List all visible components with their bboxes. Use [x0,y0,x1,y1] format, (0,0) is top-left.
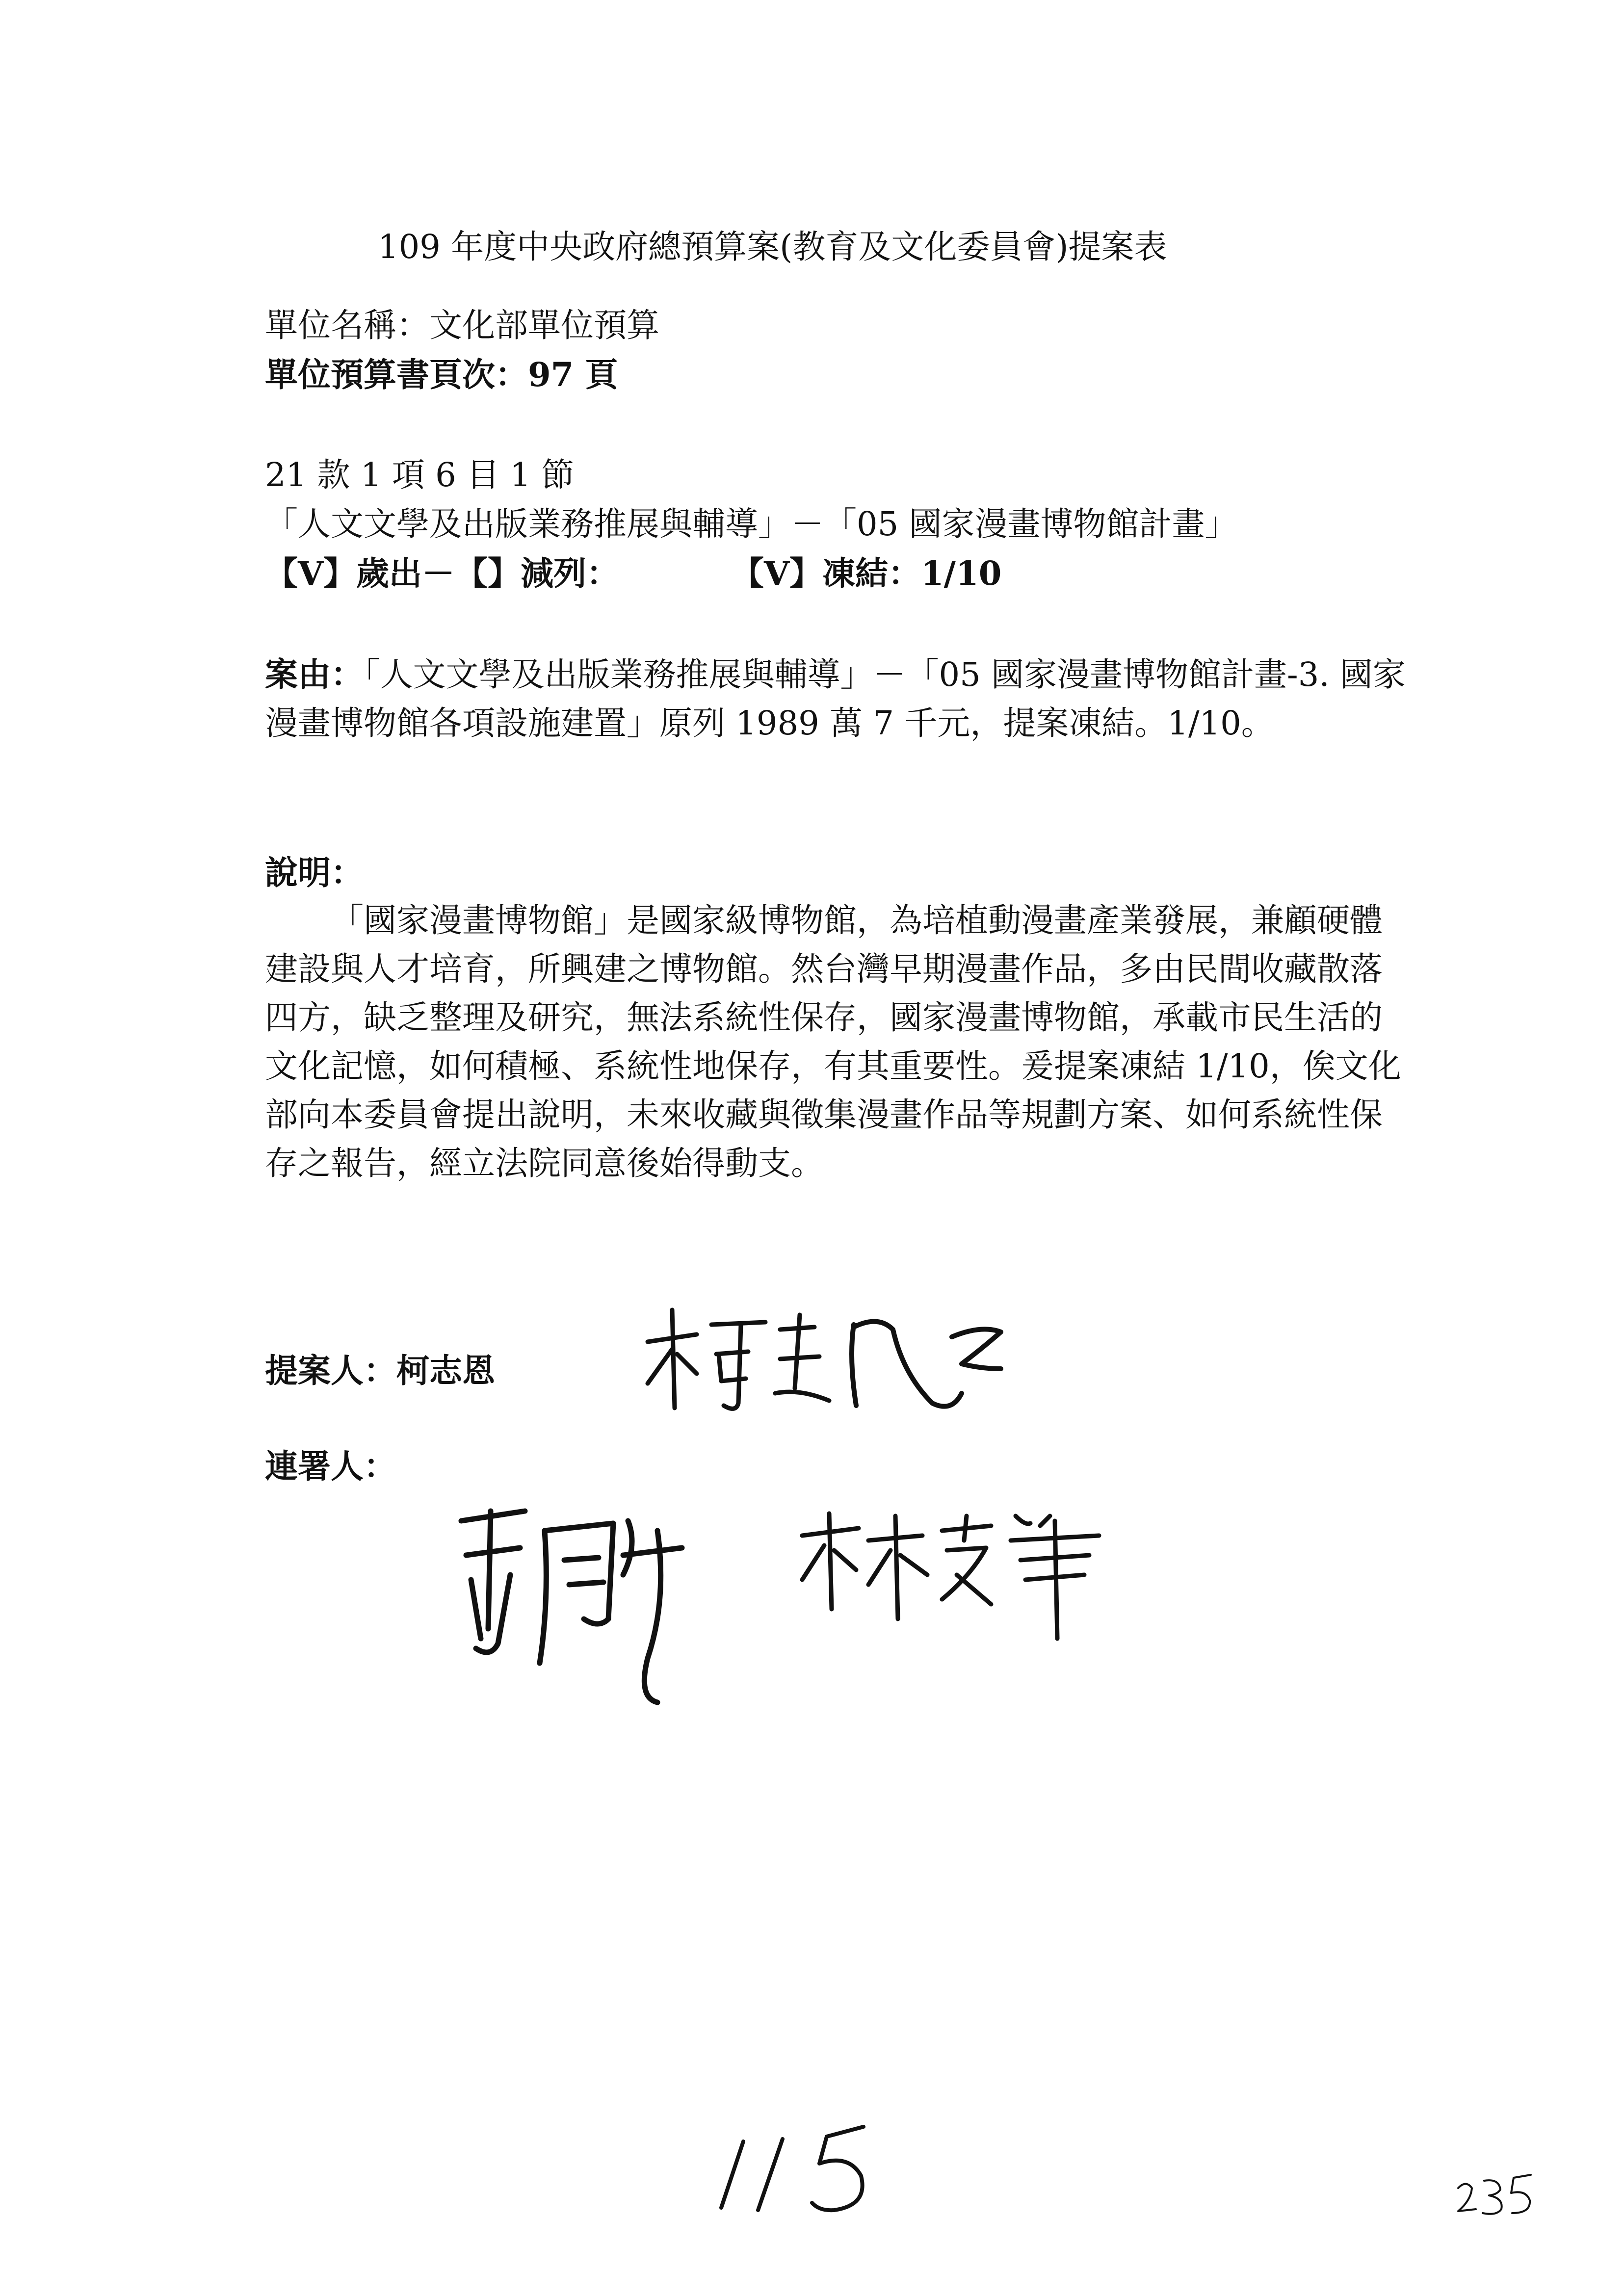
handwritten-stamp-number [1452,2166,1580,2225]
budget-section: 21 款 1 項 6 目 1 節 [265,456,575,494]
case-reason [265,650,1408,748]
action-options-right: 【V】凍結：1/10 [731,554,1002,593]
cosigner-signature-1 [451,1501,726,1712]
explanation-label: 說明： [265,853,364,892]
case-text: 「人文文學及出版業務推展與輔導」－「05 國家漫畫博物館計畫-3. 國家漫畫博物館各項設施建置」原列 1989 萬 7 千元，提案凍結。1/10。 [265,655,1406,742]
proposer-line: 提案人：柯志恩 [265,1351,495,1390]
budget-page-ref: 單位預算書頁次：97 頁 [265,355,618,394]
explanation-text: 「國家漫畫博物館」是國家級博物館，為培植動漫畫產業發展，兼顧硬體建設與人才培育，所興建之博物館。然台灣早期漫畫作品，多由民間收藏散落四方，缺乏整理及研究，無法系統性保存，國家漫畫博物館，承載市民生活的文化記憶，如何積極、系統性地保存，有其重要性。爰提案凍結 1/10，俟文化部向本委員會提出說明，未來收藏與徵集漫畫作品等規劃方案、如何系統性保存之報告，經立法院同意後始得動支。 [265,901,1401,1182]
handwritten-page-number [697,2122,932,2220]
cosigner-signature-2 [795,1501,1109,1648]
proposer-signature [638,1295,1021,1423]
case-label: 案由： [265,655,364,694]
document-title: 109 年度中央政府總預算案(教育及文化委員會)提案表 [378,228,1167,266]
cosigner-label: 連署人： [265,1447,396,1486]
unit-name: 單位名稱：文化部單位預算 [265,306,659,344]
plan-title: 「人文文學及出版業務推展與輔導」－「05 國家漫畫博物館計畫」 [265,505,1238,543]
action-options-left: 【V】歲出－【】減列： [265,554,619,593]
